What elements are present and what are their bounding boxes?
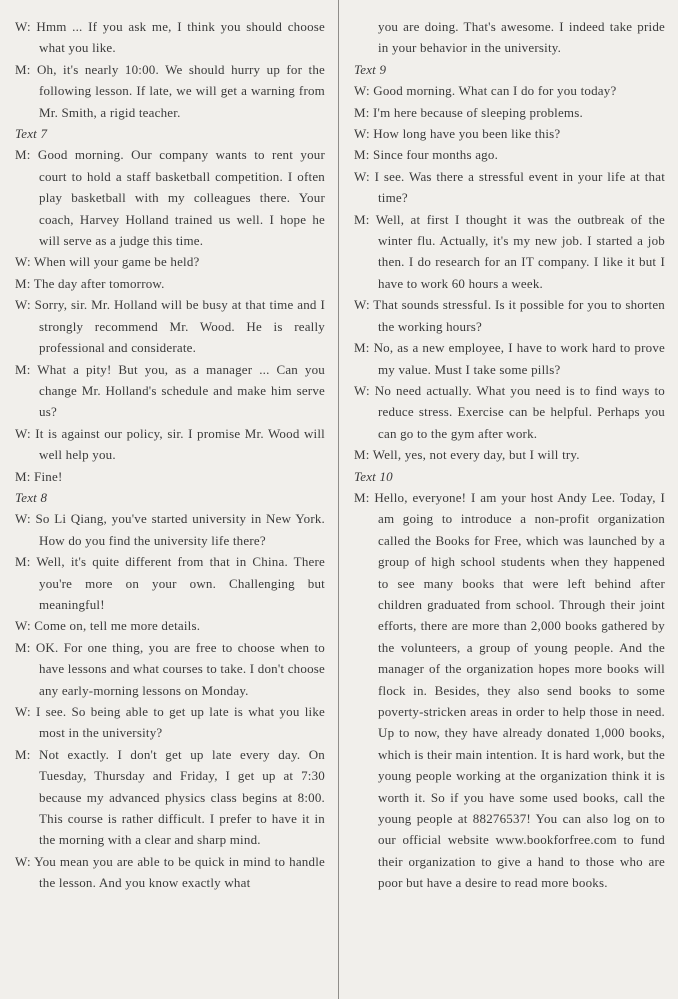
text-section-heading: Text 9 <box>354 61 387 77</box>
speaker-label: W: <box>15 254 35 270</box>
speaker-label: M: <box>15 554 37 570</box>
speaker-label: W: <box>15 618 35 634</box>
dialogue-line: M: What a pity! But you, as a manager ... Can you change Mr. Holland's schedule and make him serve us? <box>15 361 326 420</box>
speaker-label: M: <box>354 147 374 163</box>
dialogue-line: W: I see. So being able to get up late is what you like most in the university? <box>15 704 325 741</box>
speaker-label: W: <box>15 704 36 719</box>
dialogue-line: M: Not exactly. I don't get up late every day. On Tuesday, Thursday and Friday, I get up at 7:30 because my advanced physics class begins at 8:00. This course is rather difficult. I prefer to have it in the morning with a clear and sharp mind. <box>15 746 325 848</box>
dialogue-line: W: Come on, tell me more details. <box>15 618 201 634</box>
speaker-label: M: <box>15 361 38 377</box>
speaker-label: W: <box>354 297 374 313</box>
speaker-label: W: <box>15 19 37 34</box>
speaker-label: W: <box>15 511 36 527</box>
speaker-label: W: <box>15 425 36 441</box>
speaker-label: M: <box>354 211 376 227</box>
dialogue-line: W: So Li Qiang, you've started university in New York. How do you find the university life there? <box>15 511 325 548</box>
text-section-heading: Text 10 <box>354 468 393 484</box>
speaker-label: M: <box>354 489 375 505</box>
dialogue-line: M: No, as a new employee, I have to work hard to prove my value. Must I take some pills? <box>354 340 666 377</box>
speaker-label: M: <box>15 61 37 77</box>
dialogue-line: M: Well, at first I thought it was the outbreak of the winter flu. Actually, it's my new job. I started a job then. I do research for an IT company. I like it but I have to work 60 hours a week. <box>354 211 665 291</box>
dialogue-line: M: Good morning. Our company wants to rent your court to hold a staff basketball competition. I often play basketball with my colleagues there. Your coach, Harvey Holland trained us well. I hope he will serve as a judge this time. <box>15 147 325 249</box>
dialogue-line: M: Hello, everyone! I am your host Andy Lee. Today, I am going to introduce a non-profit organization called the Books for Free, which was launched by a group of high school students when they happened to see many books that were left behind after children graduated from school. Through their joint efforts, there are more than 2,000 books gathered by the volunteers, a group of young people. And the manager of the organization hopes more books will flock in. Besides, they also send books to some poverty-stricken areas in order to help those in need. Up to now, they have already donated 1,000 books, which is their main intention. It is hard work, but the young people working at the organization think it is worth it. So if you have some used books, call the young people at 88276537! You can also log on to our official website www.bookforfree.com to fund their organization to give a hand to those who are poor but have a desire to read more books. <box>354 489 665 891</box>
speaker-label: M: <box>15 275 34 291</box>
dialogue-line: W: I see. Was there a stressful event in your life at that time? <box>354 168 666 206</box>
dialogue-line: M: Well, yes, not every day, but I will try. <box>354 447 580 463</box>
dialogue-line: M: I'm here because of sleeping problems. <box>354 104 583 120</box>
dialogue-line: W: No need actually. What you need is to find ways to reduce stress. Exercise can be helpful. Perhaps you can go to the gym after work. <box>354 382 665 441</box>
dialogue-line: W: That sounds stressful. Is it possible for you to shorten the working hours? <box>354 297 666 334</box>
speaker-label: W: <box>354 168 375 184</box>
speaker-label: M: <box>15 468 35 484</box>
dialogue-line: W: When will your game be held? <box>15 254 200 270</box>
speaker-label: M: <box>15 639 36 655</box>
right-column <box>339 0 678 999</box>
speaker-label: M: <box>354 104 374 120</box>
dialogue-line: W: How long have you been like this? <box>354 126 561 142</box>
speaker-label: W: <box>15 853 35 869</box>
speaker-label: W: <box>354 382 375 398</box>
dialogue-line: M: Well, it's quite different from that in China. There you're more on your own. Challenging but meaningful! <box>15 554 325 612</box>
speaker-label: W: <box>15 297 35 313</box>
dialogue-continuation: you are doing. That's awesome. I indeed take pride in your behavior in the university. <box>378 19 665 56</box>
dialogue-line: W: Sorry, sir. Mr. Holland will be busy at that time and I strongly recommend Mr. Wood. He is really professional and considerate. <box>15 297 326 356</box>
dialogue-line: M: Fine! <box>15 468 63 484</box>
dialogue-line: M: OK. For one thing, you are free to choose when to have lessons and what courses to take. I don't choose any early-morning lessons on Monday. <box>15 639 325 698</box>
speaker-label: M: <box>354 447 373 463</box>
dialogue-line: W: It is against our policy, sir. I promise Mr. Wood will well help you. <box>15 425 325 463</box>
speaker-label: W: <box>354 83 374 99</box>
dialogue-line: W: Hmm ... If you ask me, I think you should choose what you like. <box>15 19 326 56</box>
speaker-label: M: <box>15 147 38 163</box>
dialogue-line: W: Good morning. What can I do for you today? <box>354 83 617 99</box>
dialogue-line: M: Since four months ago. <box>354 147 499 163</box>
speaker-label: M: <box>15 746 39 762</box>
text-section-heading: Text 7 <box>15 126 48 142</box>
speaker-label: M: <box>354 340 374 356</box>
text-section-heading: Text 8 <box>15 489 48 505</box>
dialogue-line: M: Oh, it's nearly 10:00. We should hurry up for the following lesson. If late, we will get a warning from Mr. Smith, a rigid teacher. <box>15 61 325 120</box>
dialogue-line: W: You mean you are able to be quick in mind to handle the lesson. And you know exactly what <box>15 853 325 891</box>
dialogue-line: M: The day after tomorrow. <box>15 275 165 291</box>
speaker-label: W: <box>354 126 374 142</box>
